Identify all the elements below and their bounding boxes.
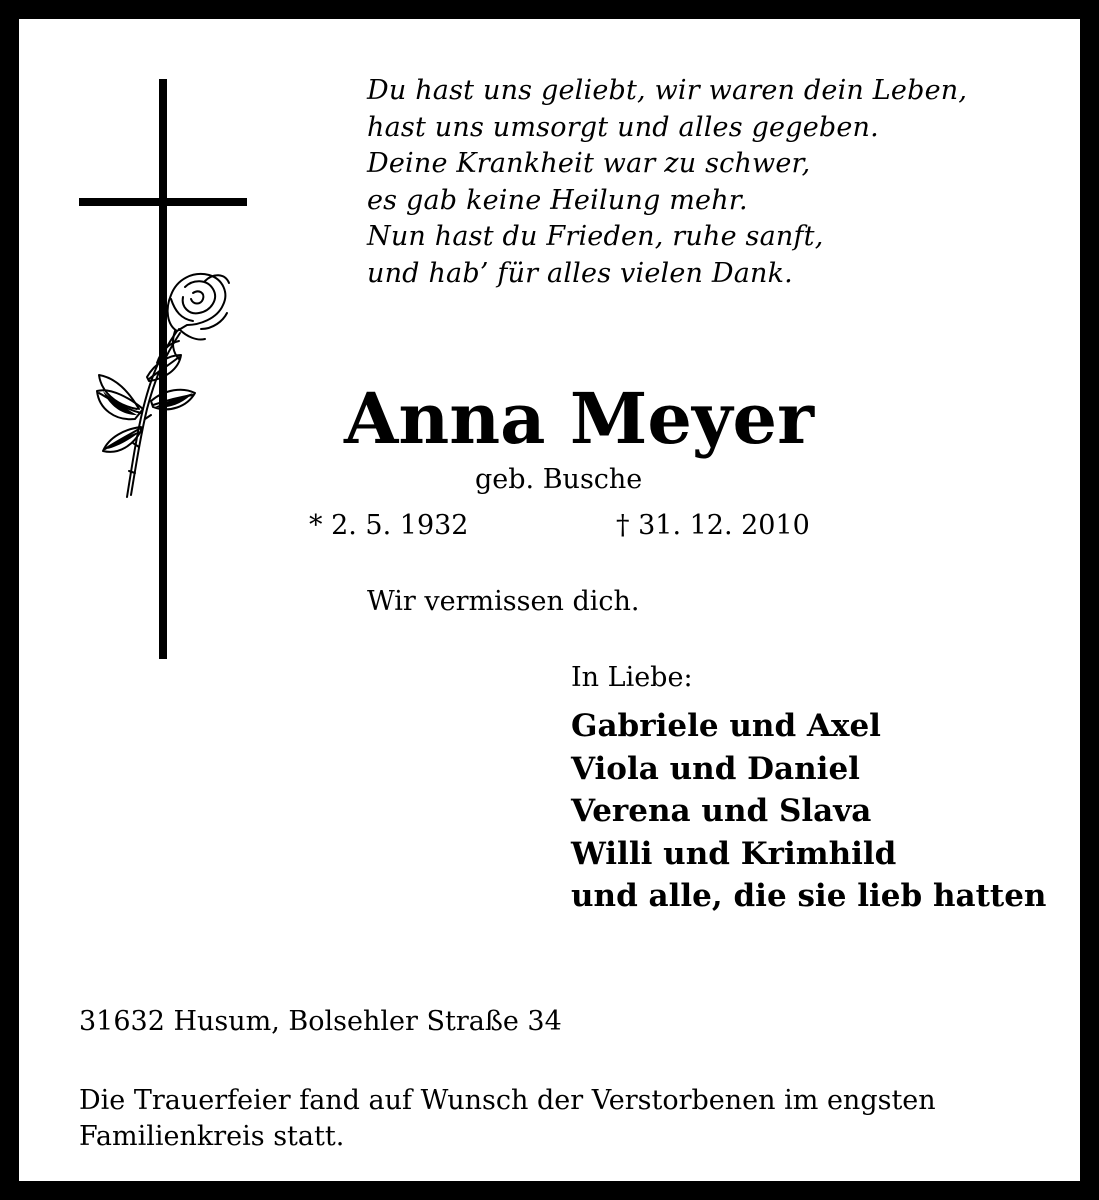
family-address: 31632 Husum, Bolsehler Straße 34 xyxy=(79,1006,562,1037)
deceased-name: Anna Meyer xyxy=(344,377,814,460)
mourner-name: Verena und Slava xyxy=(571,793,872,829)
funeral-notice xyxy=(79,1083,1069,1155)
mourner-name: Viola und Daniel xyxy=(571,750,860,787)
mourners-list xyxy=(571,705,1091,918)
memorial-poem xyxy=(367,73,1087,292)
poem-line: Deine Krankheit war zu schwer, xyxy=(367,148,811,179)
notice-line: Die Trauerfeier fand auf Wunsch der Verstorbenen im engsten xyxy=(79,1085,936,1116)
poem-line: und hab’ für alles vielen Dank. xyxy=(367,257,793,289)
rose-icon xyxy=(81,259,241,509)
cross-beam xyxy=(79,198,247,206)
mourners-intro: In Liebe: xyxy=(571,662,693,693)
farewell-message: Wir vermissen dich. xyxy=(367,586,640,617)
maiden-name: geb. Busche xyxy=(475,464,643,495)
birth-date: * 2. 5. 1932 xyxy=(309,510,469,541)
poem-line: Nun hast du Frieden, ruhe sanft, xyxy=(367,221,824,252)
mourner-name: Gabriele und Axel xyxy=(571,708,881,744)
poem-line: Du hast uns geliebt, wir waren dein Leben, xyxy=(367,75,968,106)
notice-line: Familienkreis statt. xyxy=(79,1121,345,1152)
mourner-name: und alle, die sie lieb hatten xyxy=(571,878,1047,914)
death-date: † 31. 12. 2010 xyxy=(616,510,810,541)
mourner-name: Willi und Krimhild xyxy=(571,835,897,872)
poem-line: es gab keine Heilung mehr. xyxy=(367,184,748,216)
poem-line: hast uns umsorgt und alles gegeben. xyxy=(367,111,879,143)
